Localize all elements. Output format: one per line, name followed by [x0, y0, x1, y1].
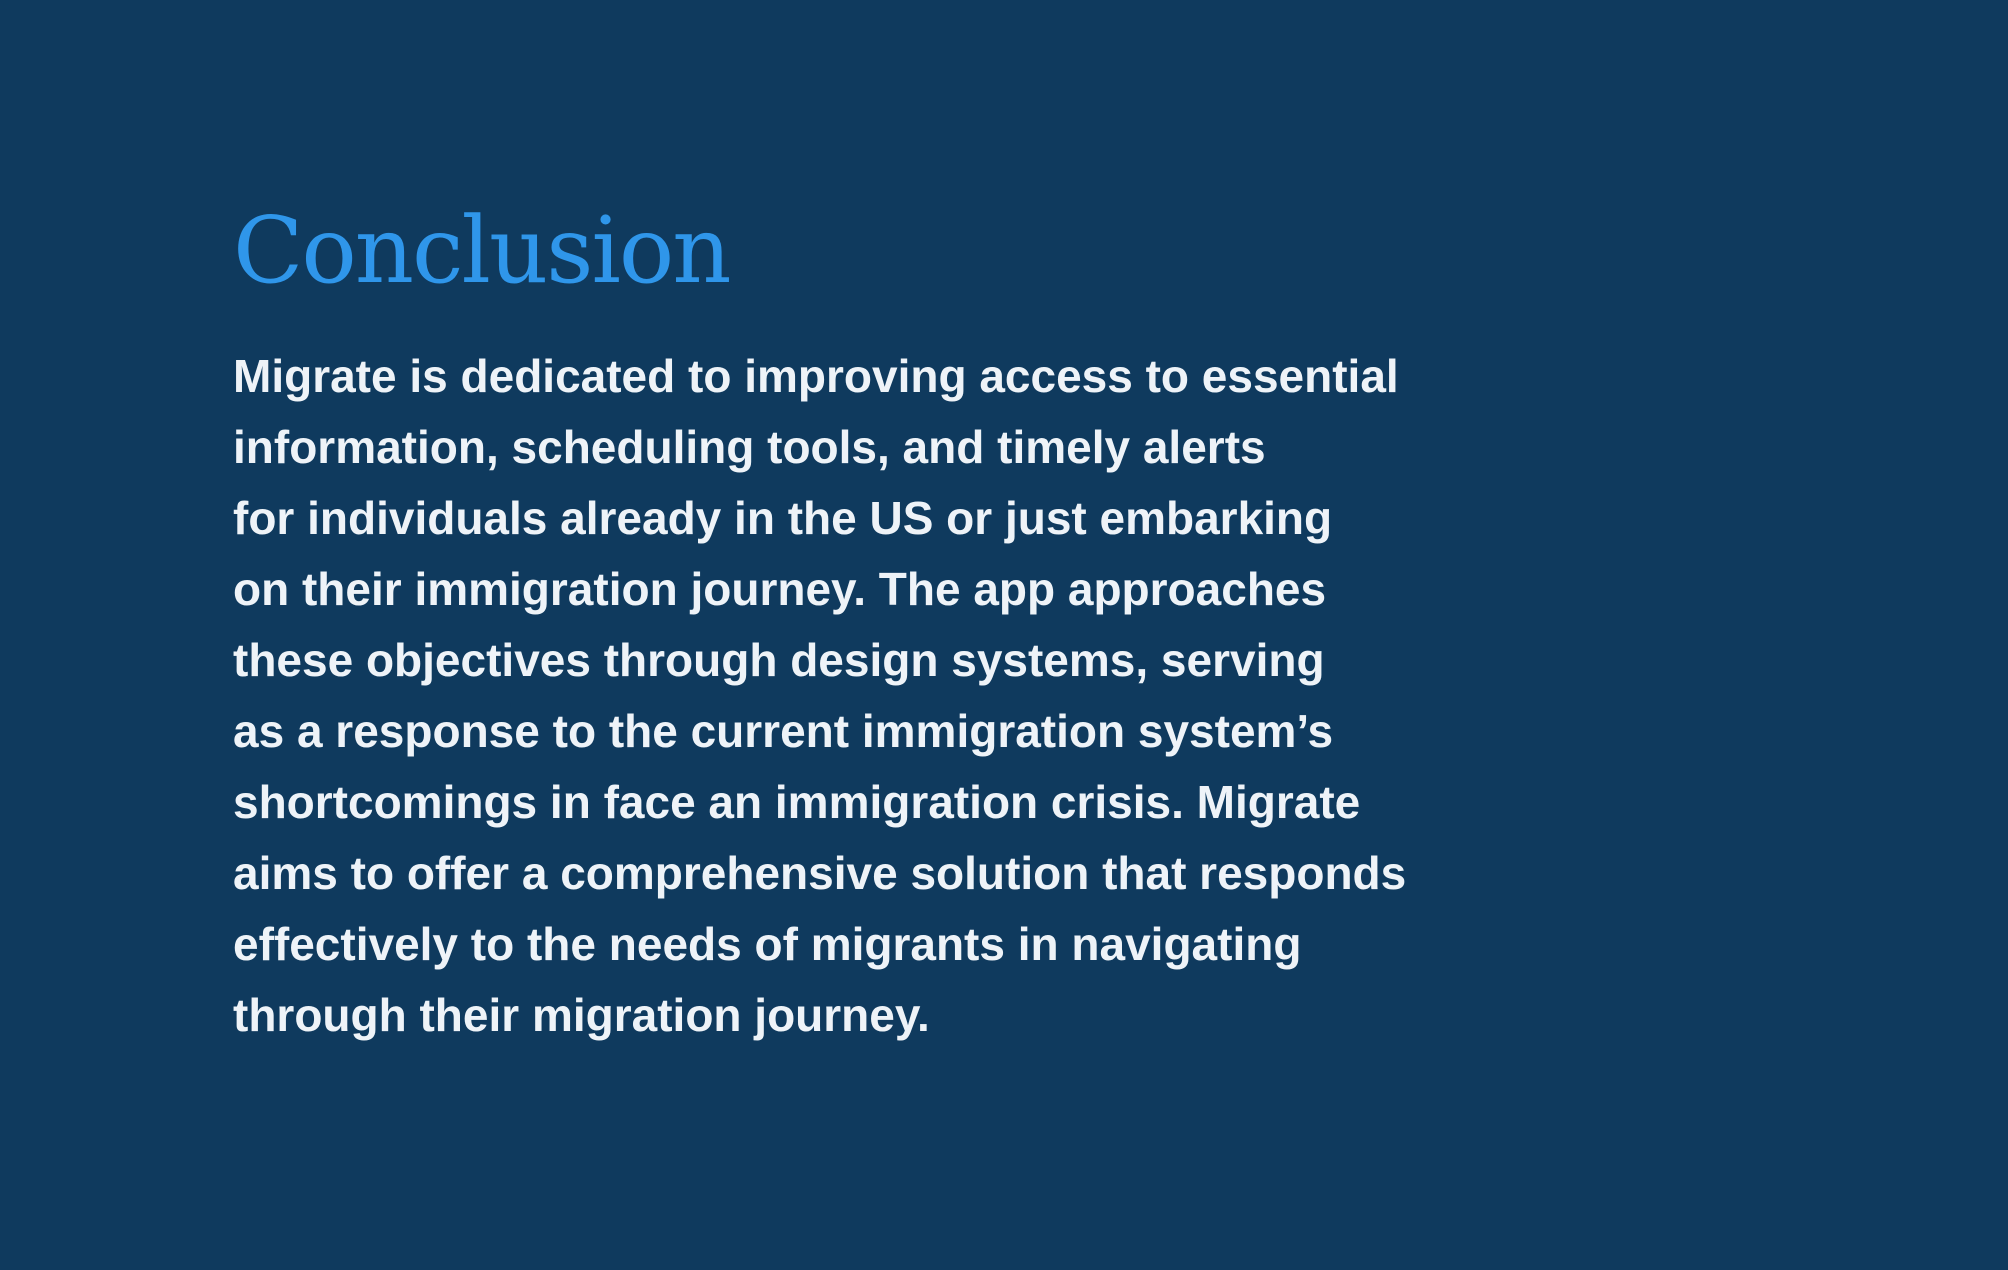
conclusion-paragraph — [233, 341, 1533, 1051]
paragraph-line: information, scheduling tools, and timely alerts — [233, 421, 1266, 473]
paragraph-line: for individuals already in the US or just embarking — [233, 492, 1333, 544]
paragraph-line: shortcomings in face an immigration crisis. Migrate — [233, 776, 1361, 828]
paragraph-line: these objectives through design systems, serving — [233, 634, 1325, 686]
paragraph-line: on their immigration journey. The app approaches — [233, 563, 1327, 615]
slide-title: Conclusion — [233, 197, 730, 304]
paragraph-line: as a response to the current immigration system’s — [233, 705, 1334, 757]
paragraph-line: effectively to the needs of migrants in navigating — [233, 918, 1302, 970]
paragraph-line: aims to offer a comprehensive solution that responds — [233, 847, 1407, 899]
paragraph-line: Migrate is dedicated to improving access to essential — [233, 350, 1399, 402]
slide-content — [233, 197, 1533, 1051]
paragraph-line: through their migration journey. — [233, 989, 930, 1041]
